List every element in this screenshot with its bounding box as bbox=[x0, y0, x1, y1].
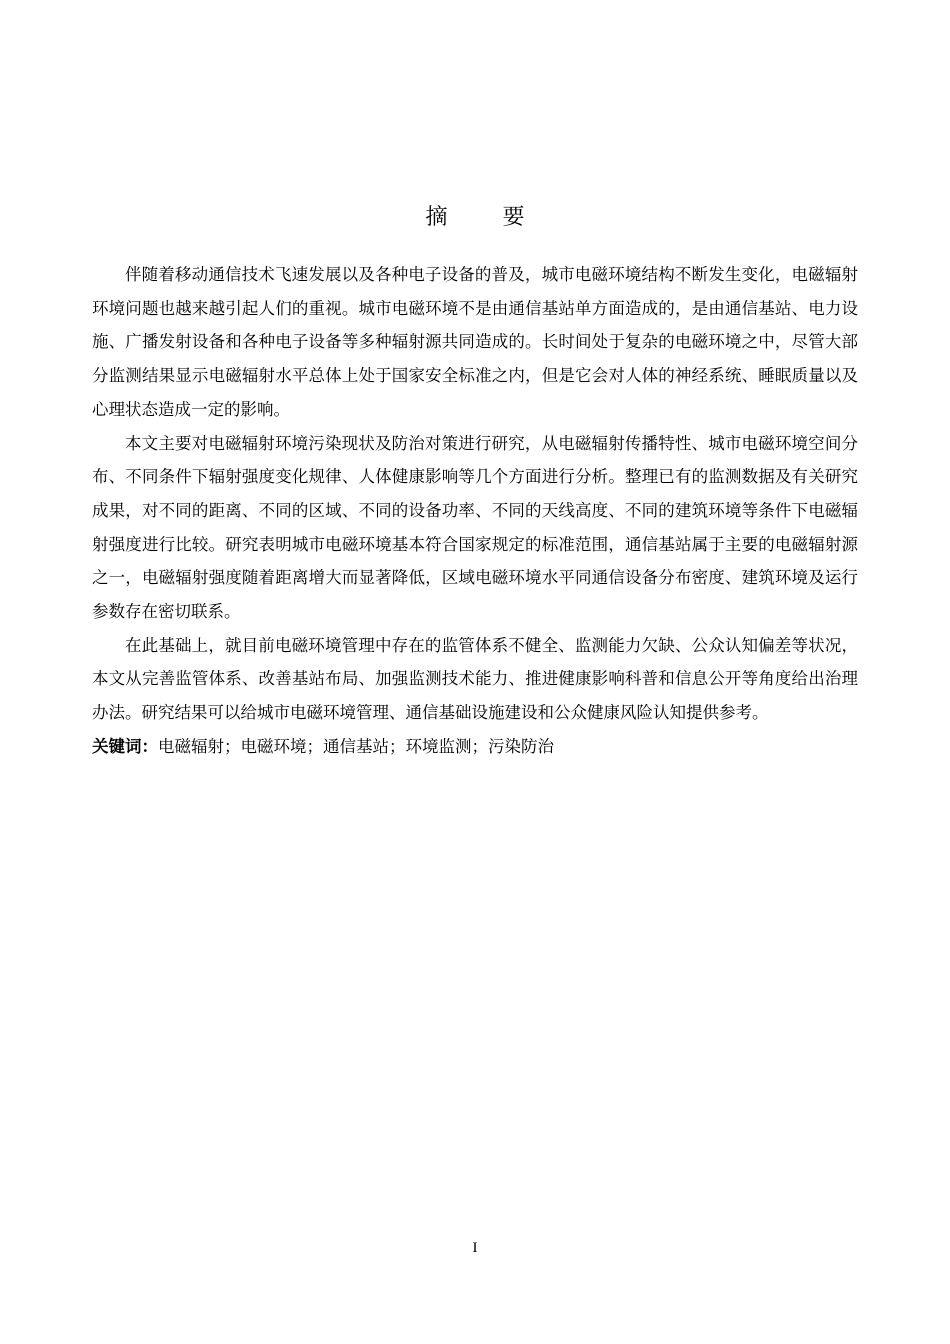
abstract-paragraph-3: 在此基础上，就目前电磁环境管理中存在的监管体系不健全、监测能力欠缺、公众认知偏差等状况，本文从完善监管体系、改善基站布局、加强监测技术能力、推进健康影响科普和信息公开等角度给出治理办法。研究结果可以给城市电磁环境管理、通信基础设施建设和公众健康风险认知提供参考。 bbox=[92, 635, 858, 723]
keywords-line bbox=[92, 730, 858, 764]
keywords-label: 关键词： bbox=[92, 736, 158, 756]
keywords-text: 电磁辐射；电磁环境；通信基站；环境监测；污染防治 bbox=[158, 736, 554, 756]
abstract-body bbox=[92, 258, 858, 764]
abstract-paragraph-1: 伴随着移动通信技术飞速发展以及各种电子设备的普及，城市电磁环境结构不断发生变化，电磁辐射环境问题也越来越引起人们的重视。城市电磁环境不是由通信基站单方面造成的，是由通信基站、电力设施、广播发射设备和各种电子设备等多种辐射源共同造成的。长时间处于复杂的电磁环境之中，尽管大部分监测结果显示电磁辐射水平总体上处于国家安全标准之内，但是它会对人体的神经系统、睡眠质量以及心理状态造成一定的影响。 bbox=[92, 265, 858, 419]
page-number: I bbox=[472, 1240, 478, 1256]
abstract-title: 摘 要 bbox=[425, 205, 549, 230]
abstract-paragraph-2: 本文主要对电磁辐射环境污染现状及防治对策进行研究，从电磁辐射传播特性、城市电磁环境空间分布、不同条件下辐射强度变化规律、人体健康影响等几个方面进行分析。整理已有的监测数据及有关研究成果，对不同的距离、不同的区域、不同的设备功率、不同的天线高度、不同的建筑环境等条件下电磁辐射强度进行比较。研究表明城市电磁环境基本符合国家规定的标准范围，通信基站属于主要的电磁辐射源之一，电磁辐射强度随着距离增大而显著降低，区域电磁环境水平同通信设备分布密度、建筑环境及运行参数存在密切联系。 bbox=[92, 433, 858, 622]
